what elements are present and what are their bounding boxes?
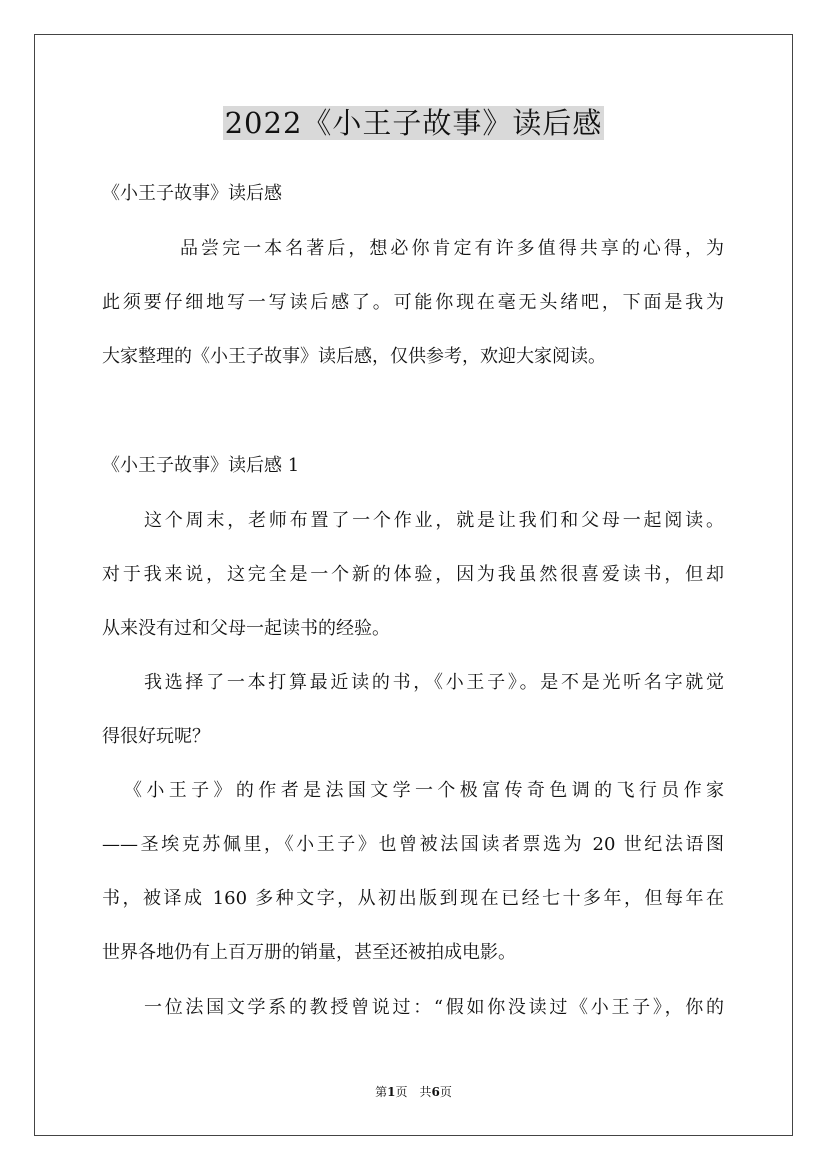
para4-line-1: 一位法国文学系的教授曾说过：“假如你没读过《小王子》，你的 xyxy=(144,997,724,1018)
para2-line-2: 得很好玩呢？ xyxy=(102,726,210,747)
intro-line-2: 此须要仔细地写一写读后感了。可能你现在毫无头绪吧，下面是我为 xyxy=(102,292,724,313)
footer-suffix: 页 xyxy=(439,1085,452,1099)
para3-line-3: 书，被译成 160 多种文字，从初出版到现在已经七十多年，但每年在 xyxy=(102,888,724,909)
para3-line-4: 世界各地仍有上百万册的销量，甚至还被拍成电影。 xyxy=(102,942,516,963)
para1-line-3: 从来没有过和父母一起读书的经验。 xyxy=(102,618,390,639)
page-footer xyxy=(0,1084,827,1100)
subtitle: 《小王子故事》读后感 xyxy=(102,183,282,204)
section-heading: 《小王子故事》读后感 1 xyxy=(102,455,300,476)
footer-page-number: 1 xyxy=(387,1085,396,1099)
footer-mid: 页 共 xyxy=(395,1085,432,1099)
footer-page-total: 6 xyxy=(431,1085,440,1099)
footer-prefix: 第 xyxy=(375,1085,388,1099)
intro-line-1: 品尝完一本名著后，想必你肯定有许多值得共享的心得，为 xyxy=(180,238,724,259)
para1-line-1: 这个周末，老师布置了一个作业，就是让我们和父母一起阅读。 xyxy=(144,510,724,531)
para2-line-1: 我选择了一本打算最近读的书，《小王子》。是不是光听名字就觉 xyxy=(144,672,724,693)
para3-line-1: 《小王子》的作者是法国文学一个极富传奇色调的飞行员作家 xyxy=(124,780,724,801)
document-title-text: 2022《小王子故事》读后感 xyxy=(224,106,603,140)
para1-line-2: 对于我来说，这完全是一个新的体验，因为我虽然很喜爱读书，但却 xyxy=(102,564,724,585)
para3-line-2: ——圣埃克苏佩里，《小王子》也曾被法国读者票选为 20 世纪法语图 xyxy=(102,834,724,855)
intro-line-3: 大家整理的《小王子故事》读后感，仅供参考，欢迎大家阅读。 xyxy=(102,346,606,367)
document-title xyxy=(0,98,827,148)
